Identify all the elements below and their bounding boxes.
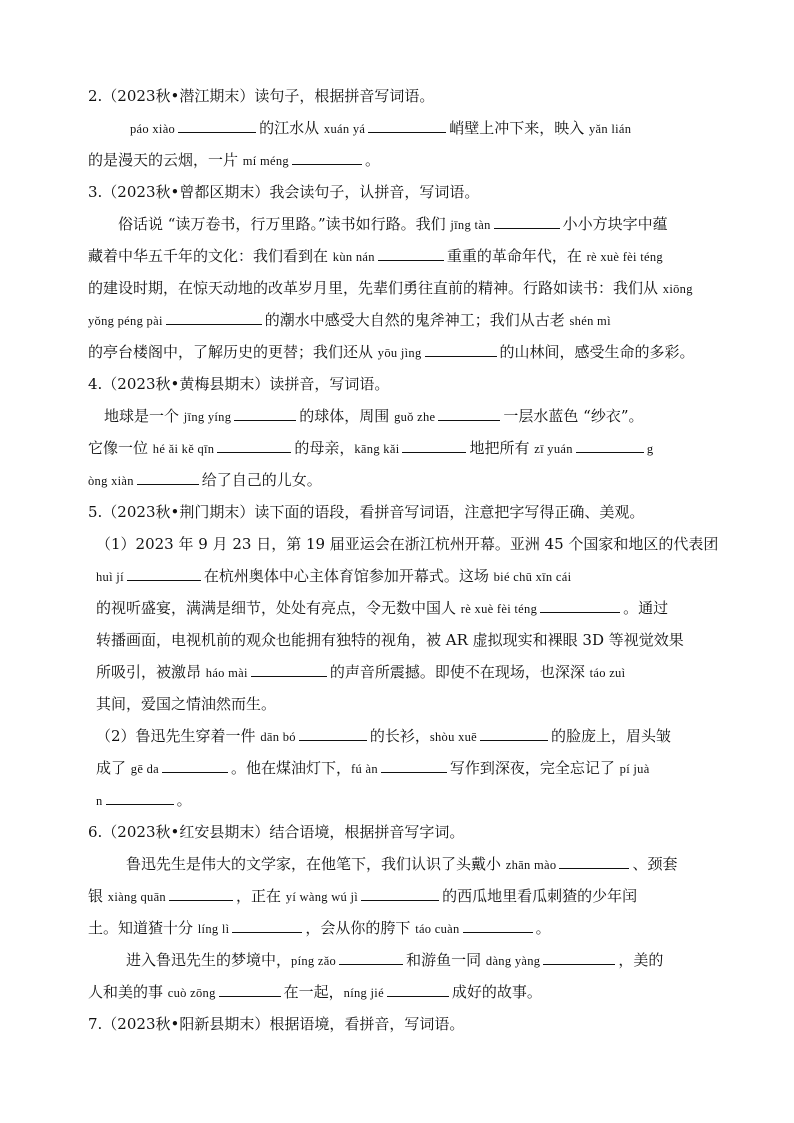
line-text: 的脸庞上，眉头皱 (551, 727, 672, 745)
pinyin-text: píng zǎo (291, 954, 337, 968)
pinyin-text: òng xiàn (88, 474, 134, 488)
text-line (88, 822, 464, 842)
pinyin-text: zhān mào (505, 858, 557, 872)
answer-blank[interactable] (543, 950, 615, 965)
text-line (88, 1014, 464, 1034)
line-text: 成了 (96, 759, 131, 777)
answer-blank[interactable] (425, 342, 497, 357)
line-text: 7.（2023秋•阳新县期末）根据语境，看拼音，写词语。 (88, 1015, 465, 1033)
pinyin-text: bié chū xīn cái (493, 570, 572, 584)
text-line (96, 758, 650, 779)
line-text: 写作到深夜，完全忘记了 (449, 759, 620, 777)
text-line (88, 918, 551, 939)
answer-blank[interactable] (480, 726, 548, 741)
line-text: 峭壁上冲下来，映入 (449, 119, 589, 137)
line-text: 小小方块字中蕴 (562, 215, 668, 233)
answer-blank[interactable] (378, 246, 444, 261)
line-text: 的视听盛宴，满满是细节，处处有亮点，令无数中国人 (96, 599, 461, 617)
answer-blank[interactable] (299, 726, 367, 741)
pinyin-text: gē da (130, 762, 160, 776)
line-text: 给了自己的儿女。 (201, 471, 322, 489)
answer-blank[interactable] (361, 886, 439, 901)
line-text: 2.（2023秋•潜江期末）读句子，根据拼音写词语。 (88, 87, 435, 105)
pinyin-text: táo zuì (589, 666, 626, 680)
text-line (88, 502, 644, 522)
text-line (96, 534, 718, 554)
pinyin-text: yǒng péng pài (88, 314, 163, 328)
line-text: 重重的革命年代，在 (446, 247, 587, 265)
line-text: 。 (364, 151, 380, 169)
line-text: 的母亲， (294, 439, 355, 457)
line-text: 地球是一个 (104, 407, 184, 425)
text-line (88, 438, 653, 459)
text-line (88, 310, 611, 331)
pinyin-text: g (646, 442, 654, 456)
pinyin-text: hé ǎi kě qīn (152, 442, 215, 456)
text-line (96, 662, 625, 683)
pinyin-text: líng lì (197, 922, 230, 936)
pinyin-text: xiàng quān (107, 890, 166, 904)
line-text: ，美的 (618, 951, 664, 969)
answer-blank[interactable] (106, 790, 174, 805)
answer-blank[interactable] (178, 118, 256, 133)
answer-blank[interactable] (166, 310, 262, 325)
pinyin-text: pí juà (619, 762, 650, 776)
answer-blank[interactable] (137, 470, 199, 485)
pinyin-text: kāng kǎi (354, 442, 400, 456)
answer-blank[interactable] (576, 438, 644, 453)
line-text: 。通过 (623, 599, 669, 617)
pinyin-text: cuò zōng (167, 986, 216, 1000)
line-text: 4.（2023秋•黄梅县期末）读拼音，写词语。 (88, 375, 390, 393)
pinyin-text: shòu xuē (429, 730, 478, 744)
answer-blank[interactable] (402, 438, 466, 453)
pinyin-text: xiōng (662, 282, 693, 296)
text-line (88, 246, 663, 267)
line-text: 它像一位 (88, 439, 153, 457)
line-text: 。 (535, 919, 551, 937)
pinyin-text: háo mài (205, 666, 248, 680)
text-line (88, 982, 542, 1003)
pinyin-text: zī yuán (534, 442, 573, 456)
pinyin-text: páo xiào (130, 122, 176, 136)
text-line (88, 374, 389, 394)
answer-blank[interactable] (339, 950, 403, 965)
line-text: 在一起， (283, 983, 344, 1001)
text-line (88, 278, 693, 299)
answer-blank[interactable] (494, 214, 560, 229)
text-line (96, 598, 668, 619)
text-line (96, 790, 192, 811)
pinyin-text: mí méng (242, 154, 289, 168)
line-text: 的是漫天的云烟，一片 (88, 151, 243, 169)
answer-blank[interactable] (540, 598, 620, 613)
line-text: 一层水蓝色 “纱衣”。 (503, 407, 644, 425)
line-text: 进入鲁迅先生的梦境中， (126, 951, 292, 969)
text-line (96, 566, 571, 587)
pinyin-text: yí wàng wú jì (285, 890, 359, 904)
pinyin-text: táo cuàn (415, 922, 460, 936)
line-text: 的潮水中感受大自然的鬼斧神工；我们从古老 (264, 311, 570, 329)
line-text: 6.（2023秋•红安县期末）结合语境，根据拼音写字词。 (88, 823, 465, 841)
line-text: 的建设时期，在惊天动地的改革岁月里，先辈们勇往直前的精神。行路如读书：我们从 (88, 279, 663, 297)
line-text: ，正在 (235, 887, 286, 905)
line-text: 。他在煤油灯下， (231, 759, 352, 777)
pinyin-text: rè xuè fèi téng (460, 602, 538, 616)
pinyin-text: níng jié (343, 986, 384, 1000)
text-line (88, 150, 380, 171)
pinyin-text: shén mì (569, 314, 611, 328)
line-text: （1）2023 年 9 月 23 日，第 19 届亚运会在浙江杭州开幕。亚洲 45 个国家和地区的代表团 (96, 535, 719, 553)
answer-blank[interactable] (232, 918, 302, 933)
pinyin-text: yǎn lián (589, 122, 632, 136)
pinyin-text: yōu jìng (377, 346, 422, 360)
line-text: 的西瓜地里看瓜刺猹的少年闰 (442, 887, 638, 905)
answer-blank[interactable] (251, 662, 327, 677)
line-text: 的江水从 (259, 119, 324, 137)
line-text: 的球体，周围 (299, 407, 395, 425)
pinyin-text: jīng tàn (450, 218, 491, 232)
pinyin-text: kùn nán (332, 250, 375, 264)
text-line (118, 214, 668, 235)
text-line (104, 406, 644, 427)
text-line (88, 342, 695, 363)
text-line (96, 694, 276, 714)
answer-blank[interactable] (381, 758, 447, 773)
text-line (88, 182, 479, 202)
text-line (96, 726, 671, 747)
pinyin-text: fú àn (351, 762, 378, 776)
line-text: 。 (176, 791, 192, 809)
line-text: 所吸引，被激昂 (96, 663, 206, 681)
text-line (130, 118, 631, 139)
pinyin-text: dān bó (260, 730, 296, 744)
answer-blank[interactable] (559, 854, 629, 869)
line-text: 5.（2023秋•荆门期末）读下面的语段，看拼音写词语，注意把字写得正确、美观。 (88, 503, 645, 521)
pinyin-text: n (96, 794, 103, 808)
text-line (88, 470, 322, 491)
answer-blank[interactable] (387, 982, 449, 997)
line-text: 鲁迅先生是伟大的文学家，在他笔下，我们认识了头戴小 (126, 855, 506, 873)
line-text: 在杭州奥体中心主体育馆参加开幕式。这场 (203, 567, 494, 585)
pinyin-text: dàng yàng (485, 954, 541, 968)
line-text: 成好的故事。 (451, 983, 542, 1001)
answer-blank[interactable] (234, 406, 296, 421)
answer-blank[interactable] (162, 758, 228, 773)
line-text: 的声音所震撼。即使不在现场，也深深 (329, 663, 590, 681)
answer-blank[interactable] (219, 982, 281, 997)
line-text: 3.（2023秋•曾都区期末）我会读句子，认拼音，写词语。 (88, 183, 480, 201)
answer-blank[interactable] (169, 886, 233, 901)
line-text: 地把所有 (469, 439, 535, 457)
line-text: 银 (88, 887, 108, 905)
text-line (88, 86, 434, 106)
pinyin-text: huì jí (96, 570, 124, 584)
pinyin-text: xuán yá (323, 122, 366, 136)
answer-blank[interactable] (127, 566, 201, 581)
answer-blank[interactable] (463, 918, 533, 933)
pinyin-text: jīng yíng (183, 410, 232, 424)
pinyin-text: rè xuè fèi téng (586, 250, 663, 264)
line-text: 和游鱼一同 (406, 951, 486, 969)
line-text: 的长衫， (369, 727, 430, 745)
line-text: 藏着中华五千年的文化：我们看到在 (88, 247, 333, 265)
text-line (126, 854, 677, 875)
answer-blank[interactable] (217, 438, 291, 453)
text-line (88, 886, 637, 907)
line-text: 俗话说 “读万卷书，行万里路。”读书如行路。我们 (118, 215, 451, 233)
line-text: 转播画面，电视机前的观众也能拥有独特的视角，被 AR 虚拟现实和裸眼 3D 等视觉效果 (96, 631, 684, 649)
line-text: 土。知道猹十分 (88, 919, 198, 937)
line-text: 人和美的事 (88, 983, 168, 1001)
line-text: 的山林间，感受生命的多彩。 (499, 343, 695, 361)
answer-blank[interactable] (292, 150, 362, 165)
text-line (126, 950, 663, 971)
text-line (96, 630, 684, 650)
answer-blank[interactable] (438, 406, 500, 421)
pinyin-text: guǒ zhe (394, 410, 436, 424)
answer-blank[interactable] (368, 118, 446, 133)
line-text: 的亭台楼阁中，了解历史的更替；我们还从 (88, 343, 378, 361)
line-text: ，会从你的胯下 (305, 919, 416, 937)
line-text: 其间，爱国之情油然而生。 (96, 695, 277, 713)
line-text: （2）鲁迅先生穿着一件 (96, 727, 261, 745)
line-text: 、颈套 (632, 855, 678, 873)
